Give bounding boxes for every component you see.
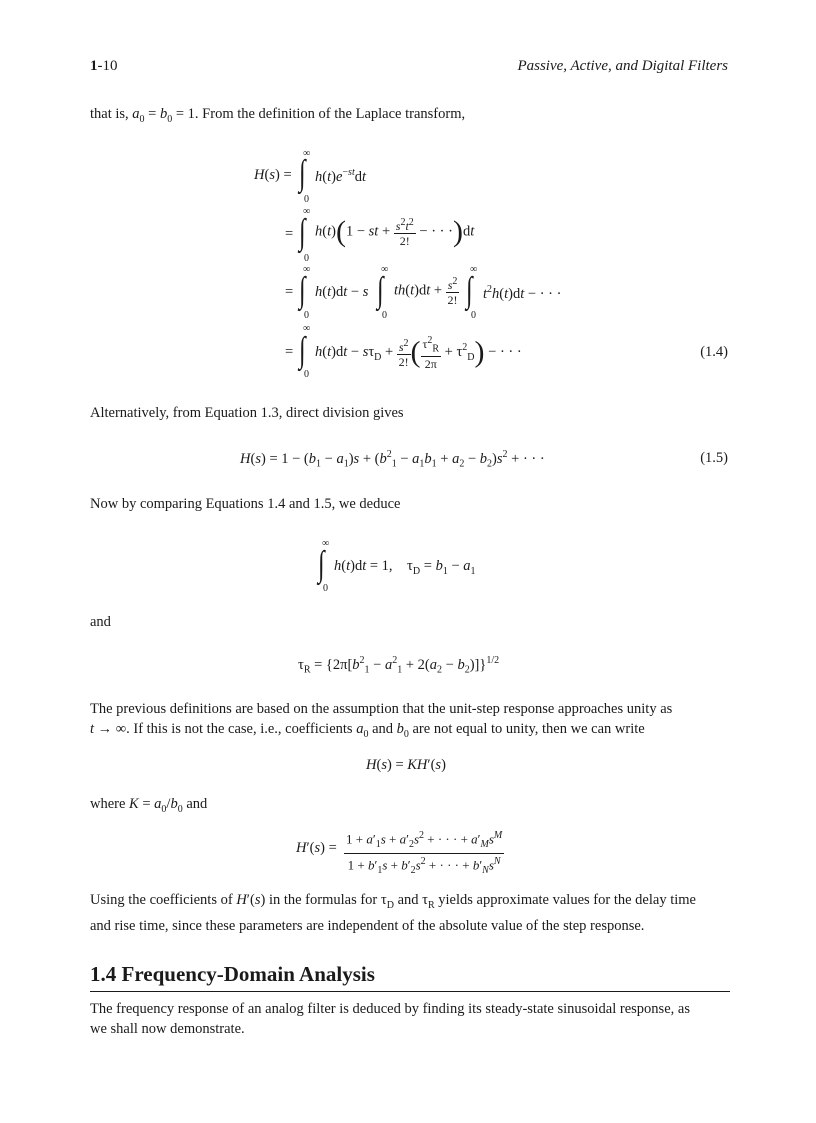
section-heading: 1.4 Frequency-Domain Analysis: [90, 962, 730, 992]
paragraph-division: Alternatively, from Equation 1.3, direct division gives: [90, 405, 404, 421]
paragraph-coefficients: Using the coefficients of H′(s) in the formulas for $\tau_D$ and $\tau_R$ yields approximate values for the delay time and rise time, since these parameters are independent of the absolute value of the step response.: [90, 892, 696, 934]
paragraph-compare: Now by comparing Equations 1.4 and 1.5, we deduce: [90, 496, 401, 512]
paragraph-assumption: The previous definitions are based on the assumption that the unit-step response approaches unity as t → ∞. If this is not the case, i.e., coefficients $a_0$ and $b_0$ are not equal to unity, then we can write: [90, 701, 673, 740]
paragraph-frequency: The frequency response of an analog filter is deduced by finding its steady-state sinusoidal response, as we shall now demonstrate.: [90, 1001, 690, 1037]
paragraph-where: where $K = a_0/b_0$ and: [90, 796, 208, 815]
running-header: Passive, Active, and Digital Filters: [517, 58, 728, 74]
paragraph-intro: that is, $a_0 = b_0 = 1$. From the definition of the Laplace transform,: [90, 106, 466, 125]
paragraph-and: and: [90, 614, 111, 630]
equation-number: (1.4): [700, 344, 728, 360]
page-number: 1-10: [90, 58, 118, 74]
equation-number: (1.5): [700, 450, 728, 466]
